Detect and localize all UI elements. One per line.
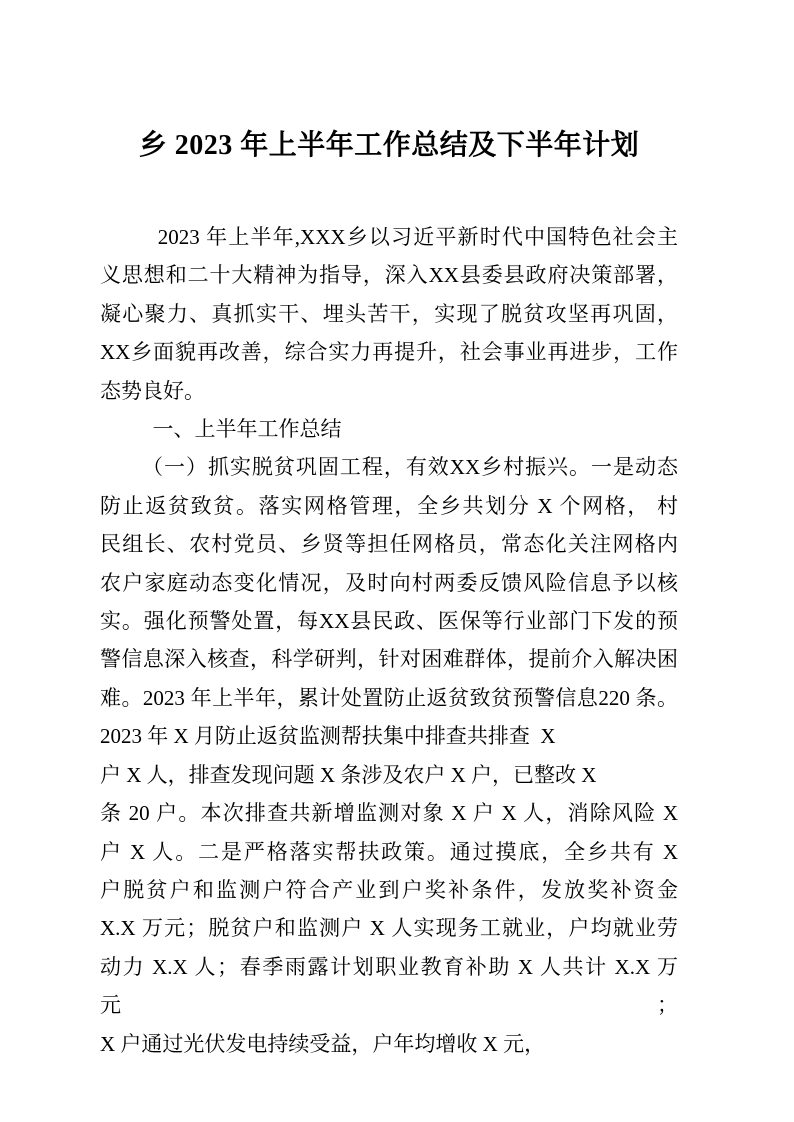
text-line: 一、上半年工作总结 (152, 417, 342, 442)
section-1-1-paragraph (100, 448, 678, 1063)
document-body (100, 218, 678, 1063)
text-line: 2023 年 X 月防止返贫监测帮扶集中排查共排查 X (100, 724, 556, 749)
text-line: 户 X 人。二是严格落实帮扶政策。通过摸底，全乡共有 X (100, 839, 678, 864)
text-line: 警信息深入核查，科学研判，针对困难群体，提前介入解决困 (100, 647, 678, 672)
text-line: 2023 年上半年,XXX乡以习近平新时代中国特色社会主 (157, 225, 678, 249)
text-line: 户脱贫户和监测户符合产业到户奖补条件，发放奖补资金 (100, 877, 678, 902)
text-line: 义思想和二十大精神为指导，深入XX县委县政府决策部署， (100, 263, 678, 288)
text-line: 态势良好。 (100, 378, 205, 403)
text-line: 条 20 户。本次排查共新增监测对象 X 户 X 人，消除风险 X (100, 801, 678, 826)
text-line: 户 X 人，排查发现问题 X 条涉及农户 X 户，已整改 X (100, 762, 597, 787)
text-line: X 户通过光伏发电持续受益，户年均增收 X 元， (100, 1031, 546, 1056)
text-line: 动力 X.X 人；春季雨露计划职业教育补助 X 人共计 X.X 万元； (100, 954, 678, 1018)
text-line: 凝心聚力、真抓实干、埋头苦干，实现了脱贫攻坚再巩固， (100, 301, 678, 326)
text-line: 防止返贫致贫。落实网格管理，全乡共划分 X 个网格， 村 (100, 493, 678, 518)
intro-paragraph (100, 218, 678, 410)
text-line: 难。2023 年上半年，累计处置防止返贫致贫预警信息220 条。 (100, 685, 678, 710)
text-line: 实。强化预警处置，每XX县民政、医保等行业部门下发的预 (100, 609, 678, 634)
section-heading-first-half-summary (100, 410, 678, 448)
text-line: 农户家庭动态变化情况，及时向村两委反馈风险信息予以核 (100, 570, 678, 595)
text-line: X.X 万元；脱贫户和监测户 X 人实现务工就业，户均就业劳 (100, 916, 678, 941)
text-line: 民组长、农村党员、乡贤等担任网格员，常态化关注网格内 (100, 532, 678, 557)
text-line: （一）抓实脱贫巩固工程，有效XX乡村振兴。一是动态 (142, 455, 678, 480)
text-line: XX乡面貌再改善，综合实力再提升，社会事业再进步，工作 (100, 340, 678, 365)
document-title: 乡 2023 年上半年工作总结及下半年计划 (138, 130, 640, 161)
